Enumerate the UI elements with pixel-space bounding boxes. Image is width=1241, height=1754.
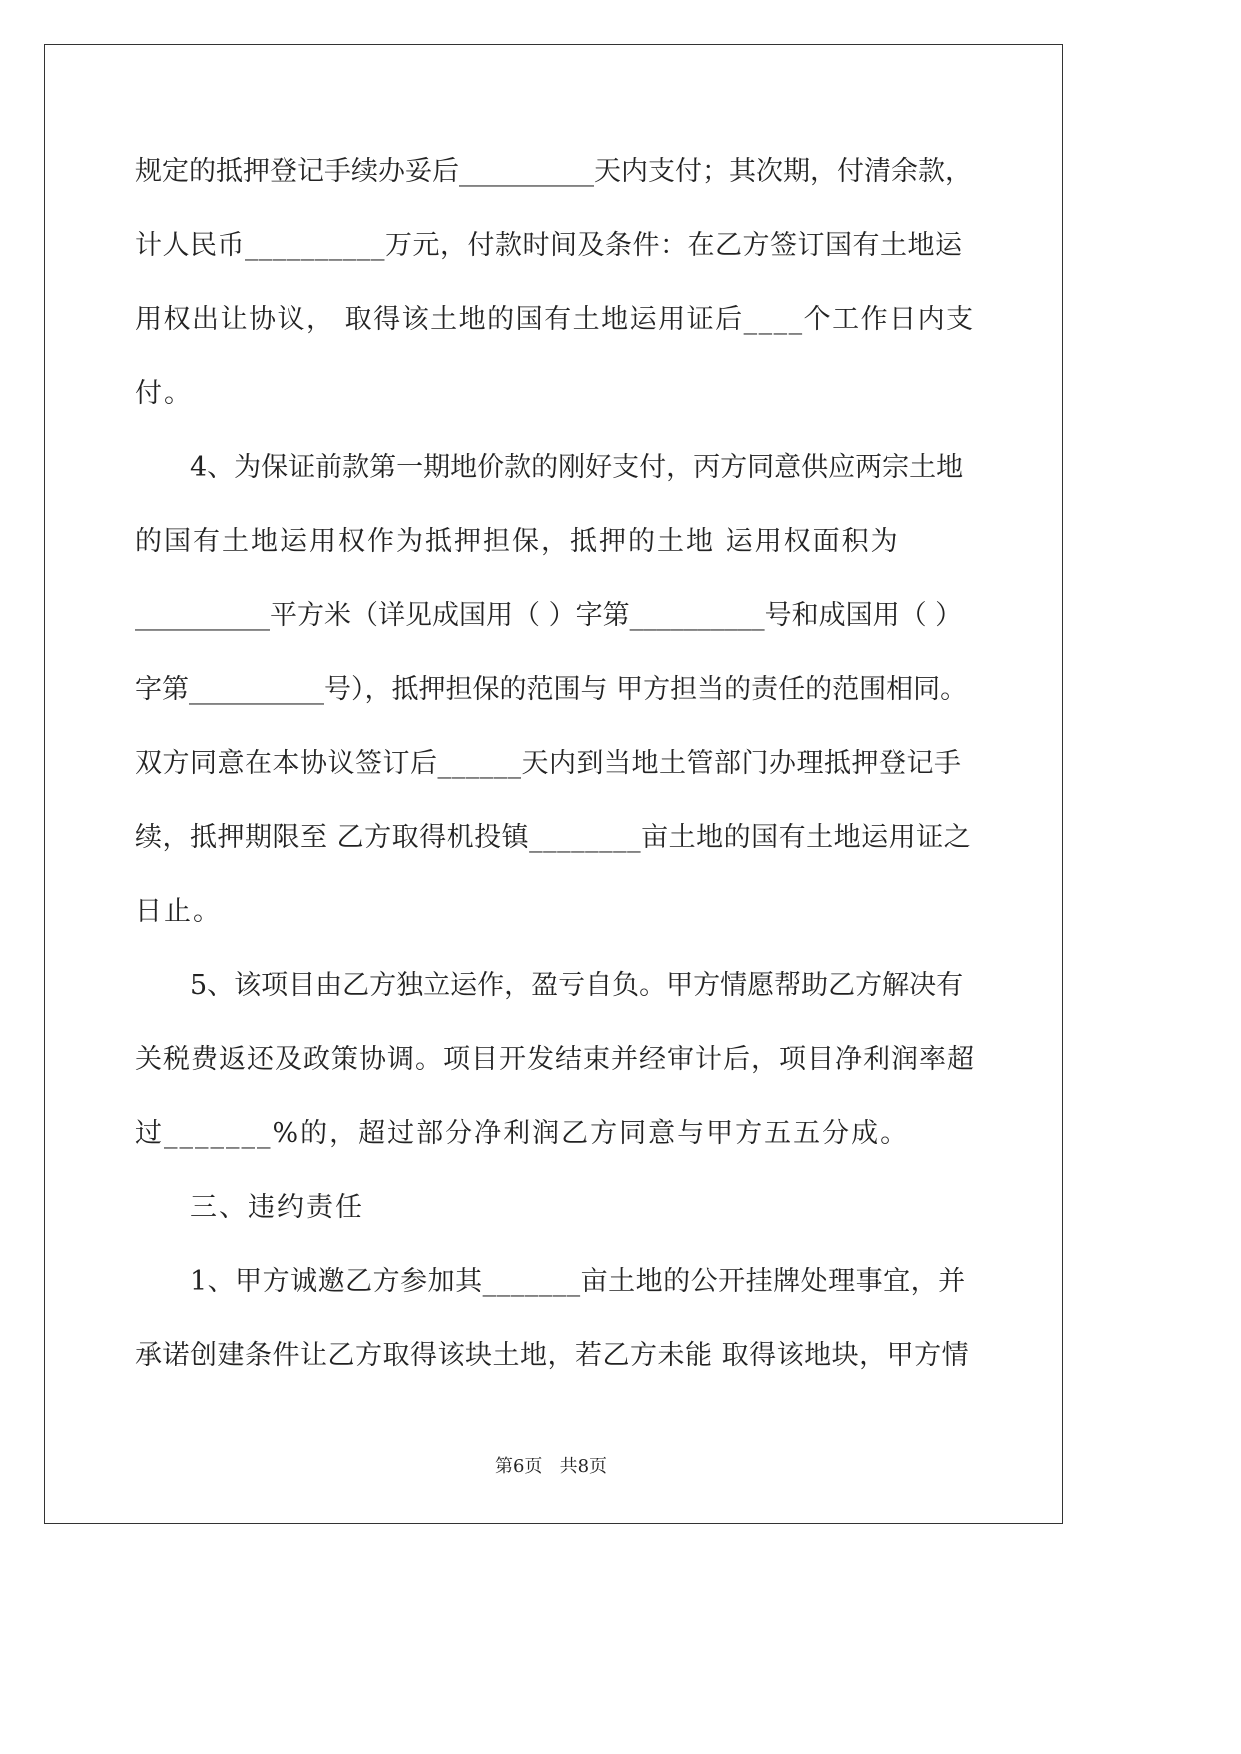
page-number-footer: 第6页 共8页 bbox=[494, 1456, 608, 1477]
text-line: 规定的抵押登记手续办妥后__________天内支付；其次期，付清余款， bbox=[135, 156, 972, 187]
text-line: 双方同意在本协议签订后______天内到当地土管部门办理抵押登记手 bbox=[135, 748, 962, 779]
text-line: __________平方米（详见成国用（ ）字第__________号和成国用（ ） bbox=[135, 600, 963, 631]
text-line: 续，抵押期限至 乙方取得机投镇________亩土地的国有土地运用证之 bbox=[135, 822, 972, 853]
text-line: 的国有土地运用权作为抵押担保，抵押的土地 运用权面积为 bbox=[135, 526, 900, 557]
text-line: 付。 bbox=[135, 378, 193, 409]
text-line: 计人民币__________万元，付款时间及条件：在乙方签订国有土地运 bbox=[135, 230, 963, 261]
text-line: 承诺创建条件让乙方取得该块土地，若乙方未能 取得该地块，甲方情 bbox=[135, 1340, 970, 1371]
text-line: 1、甲方诚邀乙方参加其_______亩土地的公开挂牌处理事宜，并 bbox=[190, 1266, 966, 1297]
text-line: 字第__________号），抵押担保的范围与 甲方担当的责任的范围相同。 bbox=[135, 674, 968, 705]
text-line: 5、该项目由乙方独立运作，盈亏自负。甲方情愿帮助乙方解决有 bbox=[190, 970, 964, 1001]
text-line: 过_______%的，超过部分净利润乙方同意与甲方五五分成。 bbox=[135, 1118, 910, 1149]
text-line: 关税费返还及政策协调。项目开发结束并经审计后，项目净利润率超 bbox=[135, 1044, 975, 1075]
text-line: 用权出让协议， 取得该土地的国有土地运用证后____个工作日内支 bbox=[135, 304, 975, 335]
text-line: 日止。 bbox=[135, 896, 222, 927]
page-border bbox=[44, 44, 1063, 1524]
text-line: 4、为保证前款第一期地价款的刚好支付，丙方同意供应两宗土地 bbox=[190, 452, 964, 483]
section-heading: 三、违约责任 bbox=[190, 1192, 364, 1223]
